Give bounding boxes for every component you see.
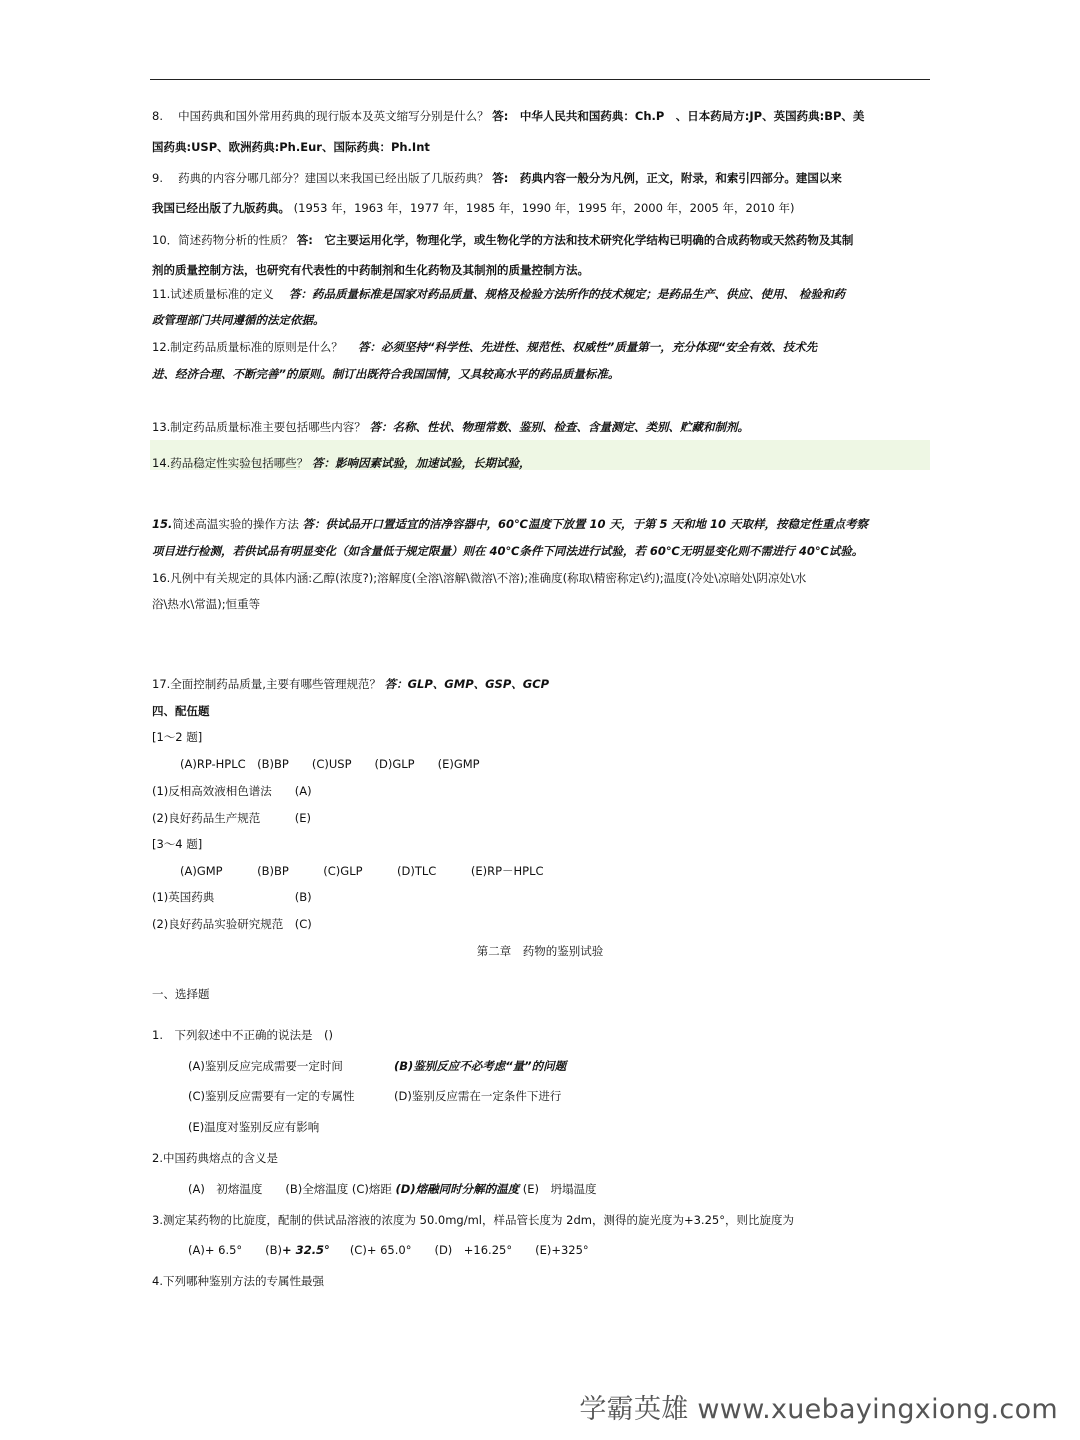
q8-question: 8. 中国药典和国外常用药典的现行版本及英文缩写分别是什么？ xyxy=(152,109,489,123)
c1-option-d: (D)鉴别反应需在一定条件下进行 xyxy=(394,1089,562,1103)
c2-option-d: (D)熔融同时分解的温度 xyxy=(395,1182,520,1196)
q16-line-2: 浴\热水\常温);恒重等 xyxy=(152,597,261,611)
c2-option-e: (E) 坍塌温度 xyxy=(522,1182,597,1196)
q13-answer: 答：名称、性状、物理常数、鉴别、检查、含量测定、类别、贮藏和制剂。 xyxy=(369,420,749,434)
watermark-text: 学霸英雄 www.xuebayingxiong.com xyxy=(579,1394,1058,1425)
c3-option-b-label: (B) xyxy=(265,1243,283,1257)
group2-item-2: (2)良好药品实验研究规范 (C) xyxy=(152,917,312,931)
q17-answer: 答：GLP、GMP、GSP、GCP xyxy=(384,677,550,691)
q15-question: 简述高温实验的操作方法 xyxy=(172,517,303,531)
q10-line-2: 剂的质量控制方法，也研究有代表性的中药制剂和生化药物及其制剂的质量控制方法。 xyxy=(152,263,589,277)
q15-number: 15. xyxy=(152,517,173,531)
q15-line-1 xyxy=(152,516,930,532)
header-rule xyxy=(150,79,930,80)
c1-option-b: (B)鉴别反应不必考虑“量”的问题 xyxy=(394,1059,567,1073)
c1-options-row-2 xyxy=(188,1088,920,1104)
q11-question: 11.试述质量标准的定义 xyxy=(152,287,286,301)
q14-answer: 答：影响因素试验，加速试验，长期试验， xyxy=(311,456,531,470)
q16-line-1: 16.凡例中有关规定的具体内涵:乙醇(浓度?);溶解度(全溶\溶解\微溶\不溶);准确度(称取\精密称定\约);温度(冷处\凉暗处\阴凉处\水 xyxy=(152,571,807,585)
c3-option-b: + 32.5° xyxy=(282,1243,330,1257)
group2-heading: [3～4 题] xyxy=(152,837,203,851)
c3-option-a: (A)+ 6.5° xyxy=(188,1243,266,1257)
c1-option-a: (A)鉴别反应完成需要一定时间 xyxy=(188,1059,343,1073)
q17-question: 17.全面控制药品质量,主要有哪些管理规范？ xyxy=(152,677,381,691)
q9-answer: 答: 药典内容一般分为凡例，正文，附录，和索引四部分。建国以来 xyxy=(492,171,842,185)
q11-line-1 xyxy=(152,286,930,302)
q13-question: 13.制定药品质量标准主要包括哪些内容？ xyxy=(152,420,366,434)
section1-title: 一、选择题 xyxy=(152,987,210,1001)
q10-question: 10．简述药物分析的性质？ xyxy=(152,233,294,247)
q12-line-2: 进、经济合理、不断完善”的原则。制订出既符合我国国情，又具较高水平的药品质量标准。 xyxy=(152,367,620,381)
q8-line-1 xyxy=(152,108,930,124)
q10-answer: 答: 它主要运用化学，物理化学，或生物化学的方法和技术研究化学结构已明确的合成药物或天然药物及其制 xyxy=(296,233,854,247)
group1-options: (A)RP-HPLC (B)BP (C)USP (D)GLP (E)GMP xyxy=(180,757,480,771)
q8-line-2: 国药典:USP、欧洲药典:Ph.Eur、国际药典：Ph.Int xyxy=(152,140,430,154)
c2-question: 2.中国药典熔点的含义是 xyxy=(152,1151,278,1165)
group2-item-1: (1)英国药典 (B) xyxy=(152,890,312,904)
c1-option-e: (E)温度对鉴别反应有影响 xyxy=(188,1120,320,1134)
c1-option-c: (C)鉴别反应需要有一定的专属性 xyxy=(188,1089,355,1103)
group2-options: (A)GMP (B)BP (C)GLP (D)TLC (E)RP－HPLC xyxy=(180,864,544,878)
group1-item-1: (1)反相高效液相色谱法 (A) xyxy=(152,784,312,798)
c1-options-row-1 xyxy=(188,1058,920,1074)
section4-title: 四、配伍题 xyxy=(152,704,210,718)
q17-line-1 xyxy=(152,676,930,692)
q15-line-2: 项目进行检测，若供试品有明显变化（如含量低于规定限量）则在 40℃条件下同法进行试验，若 60℃无明显变化则不需进行 40℃试验。 xyxy=(152,544,864,558)
q14-line-1 xyxy=(152,455,930,471)
q9-line-2 xyxy=(152,200,930,216)
q12-question: 12.制定药品质量标准的原则是什么？ xyxy=(152,340,355,354)
q9-answer-cont: 我国已经出版了九版药典。 xyxy=(152,201,290,215)
c2-options xyxy=(188,1181,920,1197)
c3-options xyxy=(188,1242,920,1258)
c3-options-rest: (C)+ 65.0° (D) +16.25° (E)+325° xyxy=(349,1243,589,1257)
q9-question: 9. 药典的内容分哪几部分？建国以来我国已经出版了几版药典？ xyxy=(152,171,489,185)
q11-line-2: 政管理部门共同遵循的法定依据。 xyxy=(152,313,325,327)
q15-answer: 答：供试品开口置适宜的洁净容器中，60℃温度下放置 10 天，于第 5 天和地 10 天取样，按稳定性重点考察 xyxy=(302,517,868,531)
q11-answer: 答：药品质量标准是国家对药品质量、规格及检验方法所作的技术规定；是药品生产、供应、使用、 检验和药 xyxy=(288,287,845,301)
c3-question: 3.测定某药物的比旋度，配制的供试品溶液的浓度为 50.0mg/ml，样品管长度为 2dm，测得的旋光度为+3.25°，则比旋度为 xyxy=(152,1213,794,1227)
q13-line-1 xyxy=(152,419,930,435)
q14-question: 14.药品稳定性实验包括哪些？ xyxy=(152,456,309,470)
c4-question: 4.下列哪种鉴别方法的专属性最强 xyxy=(152,1274,324,1288)
chapter-title: 第二章 药物的鉴别试验 xyxy=(476,944,604,958)
q9-line-1 xyxy=(152,170,930,186)
group1-item-2: (2)良好药品生产规范 (E) xyxy=(152,811,312,825)
q9-years: (1953 年，1963 年，1977 年，1985 年，1990 年，1995 年，2000 年，2005 年，2010 年) xyxy=(293,201,795,215)
c1-question: 1. 下列叙述中不正确的说法是 () xyxy=(152,1028,333,1042)
q10-line-1 xyxy=(152,232,930,248)
q12-answer: 答：必须坚持“科学性、先进性、规范性、权威性”质量第一，充分体现“安全有效、技术先 xyxy=(357,340,818,354)
q8-answer: 答: 中华人民共和国药典：Ch.P 、日本药局方:JP、英国药典:BP、美 xyxy=(492,109,865,123)
c2-options-abc: (A) 初熔温度 (B)全熔温度 (C)熔距 xyxy=(188,1182,392,1196)
q12-line-1 xyxy=(152,339,930,355)
group1-heading: [1～2 题] xyxy=(152,730,203,744)
